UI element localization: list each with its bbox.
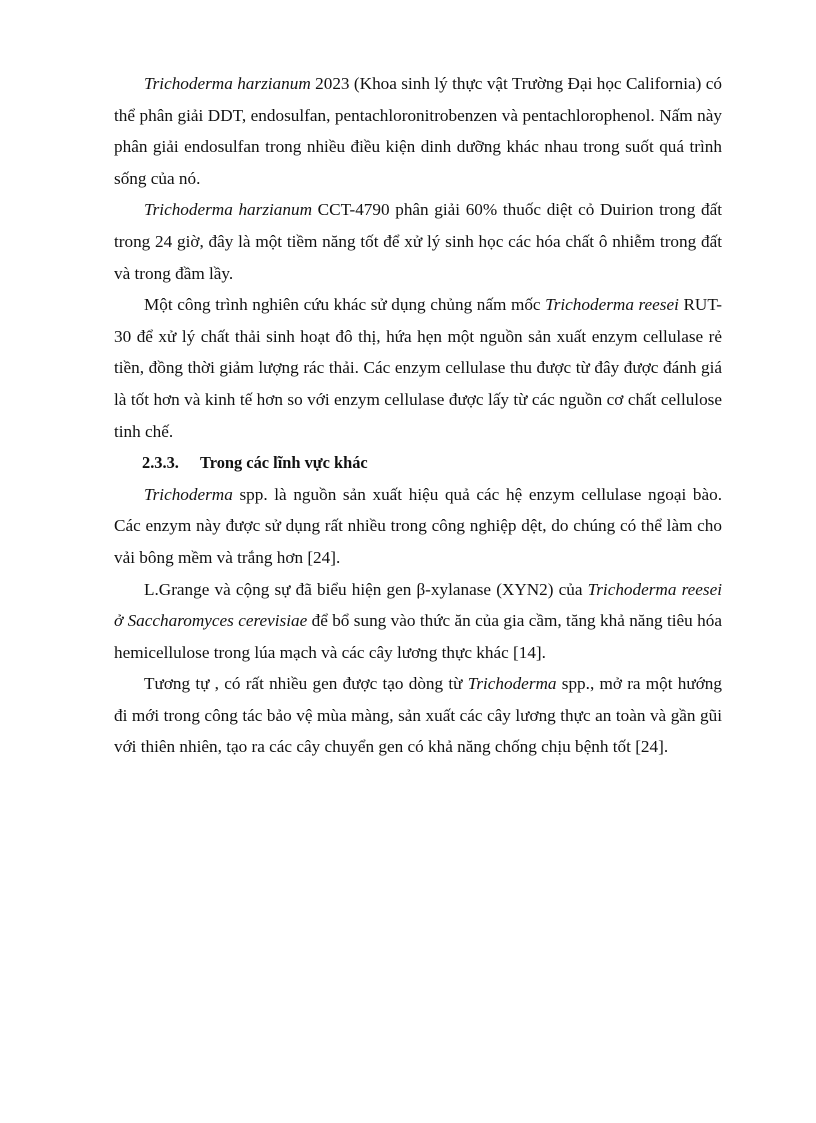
italic-term: Trichoderma harzianum [144,74,311,93]
paragraph-text: spp., mở ra một hướng đi mới trong công tác bảo vệ mùa màng, sản xuất các cây lương thực an toàn và gần gũi với thiên nhiên, tạo ra các cây chuyển gen có khả năng chống chịu bệnh tốt [24]. [114,674,722,757]
italic-term: Saccharomyces cerevisiae [127,611,308,631]
paragraph-text: L.Grange và cộng sự đã biểu hiện gen β-xylanase (XYN2) của [144,579,588,599]
paragraph-text: Tương tự , có rất nhiều gen được tạo dòng từ [144,674,468,694]
paragraph [114,668,722,763]
italic-term: Trichoderma harzianum [144,200,312,220]
italic-term: Trichoderma reesei [587,579,722,599]
document-page [114,68,722,763]
paragraph-text: 2023 (Khoa sinh lý thực vật Trường Đại học California) có thể phân giải DDT, endosulfan, pentachloronitrobenzen và pentachlorophenol. Nấm này phân giải endosulfan trong nhiều điều kiện dinh dưỡng khác nhau trong suốt quá trình sống của nó. [114,74,722,188]
italic-term: Trichoderma reesei [545,295,679,315]
paragraph-text: Một công trình nghiên cứu khác sử dụng chủng nấm mốc [144,295,546,315]
section-title: Trong các lĩnh vực khác [200,453,368,473]
paragraph [114,289,722,447]
paragraph-text: RUT-30 để xử lý chất thải sinh hoạt đô thị, hứa hẹn một nguồn sản xuất enzym cellulase rẻ tiền, đồng thời giảm lượng rác thải. Các enzym cellulase thu được từ đây được đánh giá là tốt hơn và kinh tế hơn so với enzym cellulase được lấy từ các nguồn cơ chất cellulose tinh chế. [114,295,722,441]
section-heading [114,447,722,479]
italic-term: Trichoderma [467,674,557,694]
paragraph [114,194,722,289]
italic-term: Trichoderma [144,484,233,504]
paragraph-text: CCT-4790 phân giải 60% thuốc diệt cỏ Duirion trong đất trong 24 giờ, đây là một tiềm năng tốt để xử lý sinh học các hóa chất ô nhiễm trong đất và trong đầm lầy. [114,200,723,283]
paragraph [114,574,722,669]
italic-term: ở [114,611,128,631]
paragraph [114,68,722,194]
paragraph [114,479,722,574]
paragraph-text: để bổ sung vào thức ăn của gia cầm, tăng khả năng tiêu hóa hemicellulose trong lúa mạch và các cây lương thực khác [14]. [114,611,722,662]
paragraph-text: spp. là nguồn sản xuất hiệu quả các hệ enzym cellulase ngoại bào. Các enzym này được sử dụng rất nhiều trong công nghiệp dệt, do chúng có thể làm cho vải bông mềm và trắng hơn [24]. [114,484,722,567]
section-number: 2.3.3. [142,453,179,473]
